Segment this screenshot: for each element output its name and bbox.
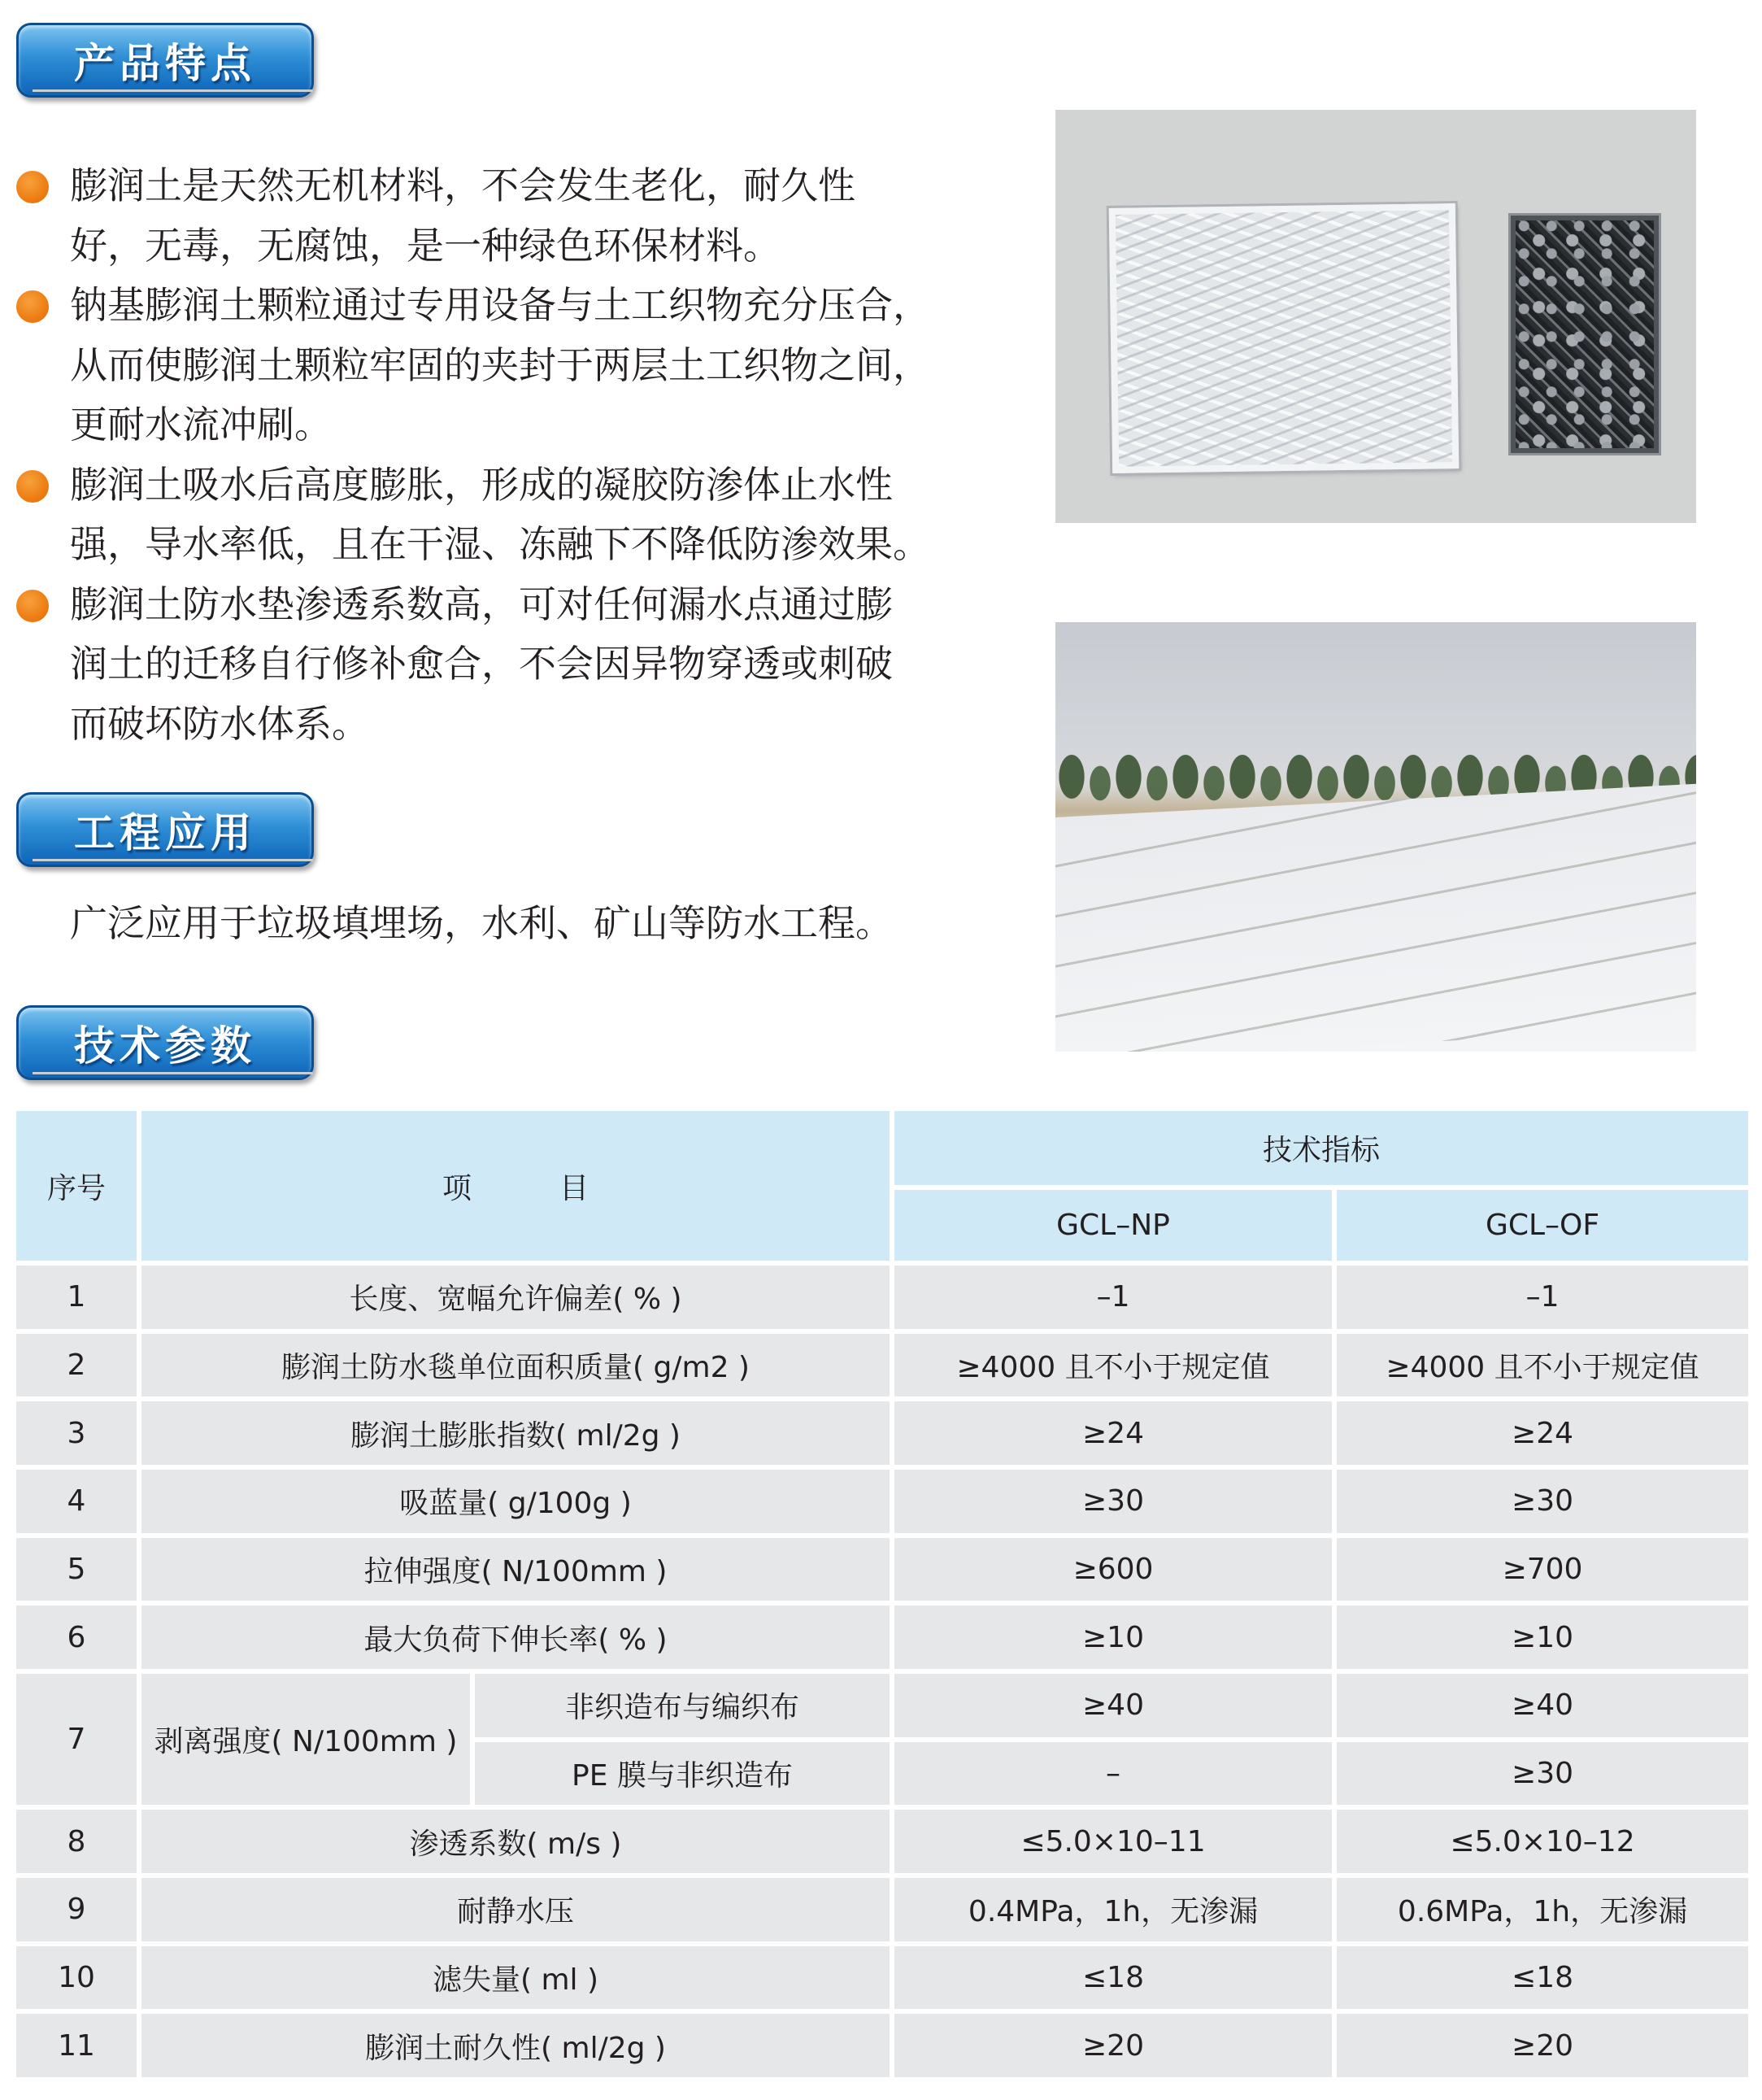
orange-bullet-icon (16, 590, 49, 622)
cell-np: ≥40 (894, 1674, 1332, 1737)
cell-item: 剥离强度( N/100mm ) (141, 1674, 470, 1805)
cell-np: ≥20 (894, 2014, 1332, 2077)
table-row (16, 1810, 1748, 1873)
cell-no: 3 (16, 1401, 137, 1465)
cell-no: 4 (16, 1470, 137, 1533)
cell-of: ≤5.0×10–12 (1337, 1810, 1748, 1873)
cell-np: –1 (894, 1266, 1332, 1329)
spec-table (11, 1106, 1753, 2082)
table-row (16, 1334, 1748, 1397)
cell-no: 2 (16, 1334, 137, 1397)
cell-of: ≥20 (1337, 2014, 1748, 2077)
feature-line: 膨润土吸水后高度膨胀，形成的凝胶防渗体止水性 (70, 462, 893, 507)
table-row (16, 1878, 1748, 1941)
table-row (16, 1674, 1748, 1737)
feature-line: 从而使膨润土颗粒牢固的夹封于两层土工织物之间， (70, 342, 930, 387)
feature-line: 膨润土防水垫渗透系数高，可对任何漏水点通过膨 (70, 582, 893, 626)
white-gcl-sample (1109, 203, 1460, 473)
cell-of: 0.6MPa，1h，无渗漏 (1337, 1878, 1748, 1941)
feature-line: 膨润土是天然无机材料，不会发生老化，耐久性 (70, 163, 855, 207)
cell-np: – (894, 1742, 1332, 1806)
application-text: 广泛应用于垃圾填埋场，水利、矿山等防水工程。 (70, 901, 893, 945)
cell-item: 长度、宽幅允许偏差( % ) (141, 1266, 890, 1329)
cell-no: 9 (16, 1878, 137, 1941)
feature-line: 钠基膨润土颗粒通过专用设备与土工织物充分压合， (70, 283, 930, 327)
feature-item (16, 455, 1025, 575)
dark-gcl-sample (1511, 216, 1659, 453)
cell-of: –1 (1337, 1266, 1748, 1329)
badge-divider (33, 89, 313, 92)
cell-item: 拉伸强度( N/100mm ) (141, 1538, 890, 1601)
header-gcl-of: GCL–OF (1337, 1190, 1748, 1261)
cell-of: ≥4000 且不小于规定值 (1337, 1334, 1748, 1397)
cell-of: ≥30 (1337, 1470, 1748, 1533)
feature-line: 而破坏防水体系。 (70, 701, 369, 746)
cell-no: 8 (16, 1810, 137, 1873)
section-badge-features: 产品特点 (16, 23, 314, 98)
header-seq: 序号 (16, 1111, 137, 1261)
product-photo (1055, 110, 1696, 523)
cell-no: 7 (16, 1674, 137, 1805)
feature-line: 强，导水率低，且在干湿、冻融下不降低防渗效果。 (70, 522, 930, 566)
cell-item: 吸蓝量( g/100g ) (141, 1470, 890, 1533)
cell-subitem: 非织造布与编织布 (475, 1674, 890, 1737)
site-photo (1055, 622, 1696, 1052)
cell-item: 膨润土耐久性( ml/2g ) (141, 2014, 890, 2077)
cell-item: 渗透系数( m/s ) (141, 1810, 890, 1873)
badge-divider (33, 1072, 313, 1074)
features-list (16, 156, 1025, 754)
cell-item: 最大负荷下伸长率( % ) (141, 1605, 890, 1669)
badge-divider (33, 859, 313, 861)
cell-no: 1 (16, 1266, 137, 1329)
cell-of: ≥40 (1337, 1674, 1748, 1737)
orange-bullet-icon (16, 470, 49, 503)
feature-item (16, 276, 1025, 455)
section-badge-params: 技术参数 (16, 1005, 314, 1080)
cell-np: ≥30 (894, 1470, 1332, 1533)
header-gcl-np: GCL–NP (894, 1190, 1332, 1261)
cell-of: ≥700 (1337, 1538, 1748, 1601)
cell-item: 滤失量( ml ) (141, 1946, 890, 2010)
cell-no: 10 (16, 1946, 137, 2010)
cell-np: 0.4MPa，1h，无渗漏 (894, 1878, 1332, 1941)
table-row (16, 1266, 1748, 1329)
table-row (16, 1946, 1748, 2010)
cell-of: ≥10 (1337, 1605, 1748, 1669)
cell-item: 膨润土防水毯单位面积质量( g/m2 ) (141, 1334, 890, 1397)
cell-no: 11 (16, 2014, 137, 2077)
cell-of: ≤18 (1337, 1946, 1748, 2010)
feature-line: 更耐水流冲刷。 (70, 403, 332, 447)
cell-np: ≥4000 且不小于规定值 (894, 1334, 1332, 1397)
table-row (16, 1538, 1748, 1601)
cell-no: 6 (16, 1605, 137, 1669)
cell-item: 耐静水压 (141, 1878, 890, 1941)
cell-np: ≤18 (894, 1946, 1332, 2010)
header-tech: 技术指标 (894, 1111, 1748, 1185)
cell-of: ≥30 (1337, 1742, 1748, 1806)
table-row (16, 2014, 1748, 2077)
cell-no: 5 (16, 1538, 137, 1601)
table-row (16, 1470, 1748, 1533)
table-row (16, 1401, 1748, 1465)
cell-item: 膨润土膨胀指数( ml/2g ) (141, 1401, 890, 1465)
header-item: 项 目 (141, 1111, 890, 1261)
section-badge-application: 工程应用 (16, 792, 314, 867)
cell-np: ≥24 (894, 1401, 1332, 1465)
feature-item (16, 156, 1025, 276)
feature-line: 润土的迁移自行修补愈合，不会因异物穿透或刺破 (70, 642, 893, 686)
cell-np: ≥10 (894, 1605, 1332, 1669)
cell-of: ≥24 (1337, 1401, 1748, 1465)
cell-np: ≥600 (894, 1538, 1332, 1601)
orange-bullet-icon (16, 290, 49, 323)
cell-np: ≤5.0×10–11 (894, 1810, 1332, 1873)
liner-sheets (1055, 784, 1696, 1052)
feature-line: 好，无毒，无腐蚀，是一种绿色环保材料。 (70, 223, 781, 268)
table-row (16, 1605, 1748, 1669)
orange-bullet-icon (16, 171, 49, 203)
cell-subitem: PE 膜与非织造布 (475, 1742, 890, 1806)
feature-item (16, 575, 1025, 755)
